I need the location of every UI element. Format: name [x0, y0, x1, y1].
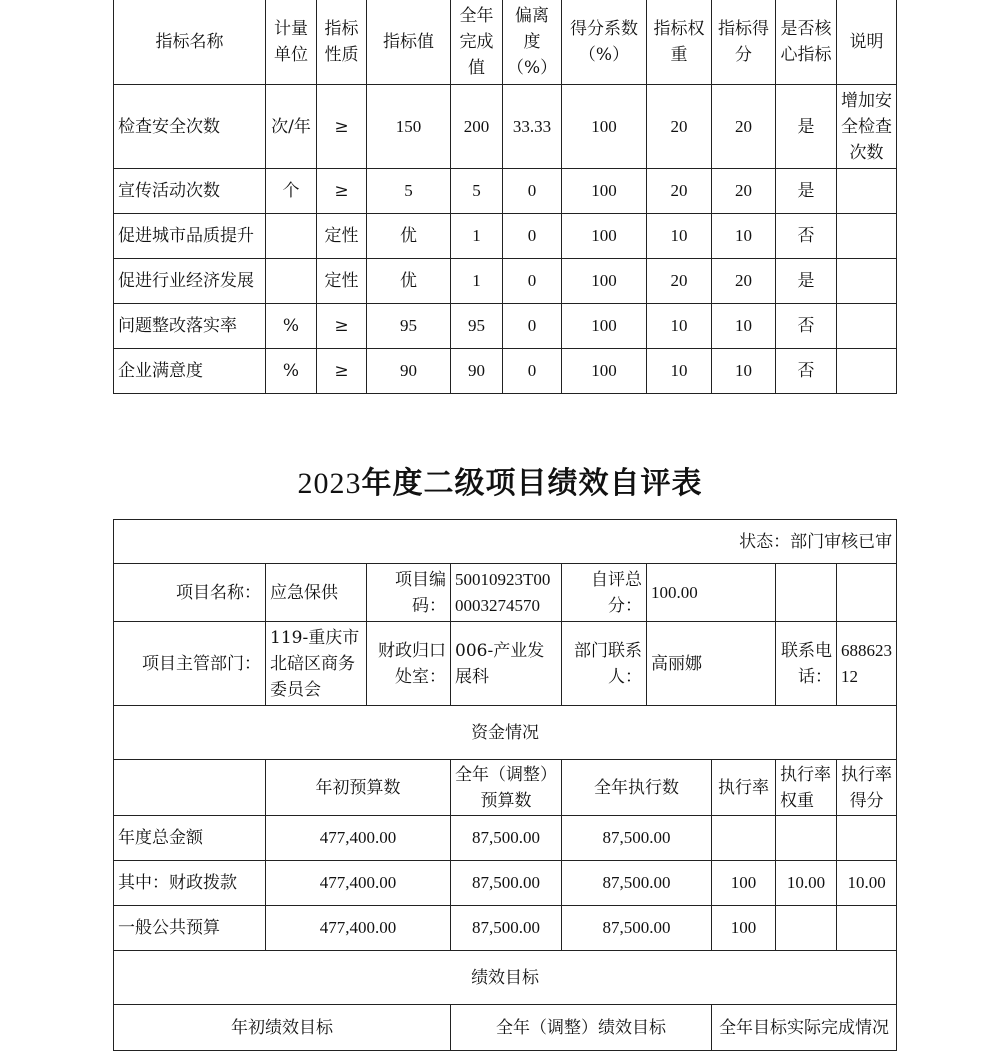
executed-amount: 87,500.00 — [562, 906, 712, 951]
header-cell: 指标权重 — [647, 0, 712, 85]
dept-row — [114, 622, 897, 706]
header-cell: 计量单位 — [266, 0, 317, 85]
unit — [266, 214, 317, 259]
indicator-name: 检查安全次数 — [114, 85, 266, 169]
perf-header: 绩效目标 — [114, 951, 897, 1005]
target-value: 95 — [367, 304, 451, 349]
score: 20 — [712, 169, 776, 214]
remark — [837, 214, 897, 259]
nature: 定性 — [317, 214, 367, 259]
page-title — [0, 458, 1000, 502]
is-core: 是 — [776, 169, 837, 214]
weight: 20 — [647, 85, 712, 169]
weight: 10 — [647, 304, 712, 349]
funds-columns-row — [114, 760, 897, 816]
table-row — [114, 349, 897, 394]
score-coef: 100 — [562, 214, 647, 259]
actual-value: 5 — [451, 169, 503, 214]
empty-cell — [776, 564, 837, 622]
is-core: 是 — [776, 85, 837, 169]
funds-col: 执行率权重 — [776, 760, 837, 816]
table-row — [114, 861, 897, 906]
funds-row-label: 年度总金额 — [114, 816, 266, 861]
phone-label: 联系电话： — [776, 622, 837, 706]
funds-col: 年初预算数 — [266, 760, 451, 816]
exec-score — [837, 816, 897, 861]
nature: ≥ — [317, 349, 367, 394]
evaluation-table — [113, 519, 897, 1051]
project-name-label: 项目名称： — [114, 564, 266, 622]
target-value: 150 — [367, 85, 451, 169]
nature: ≥ — [317, 169, 367, 214]
adjusted-budget: 87,500.00 — [451, 906, 562, 951]
funds-col: 全年执行数 — [562, 760, 712, 816]
exec-weight — [776, 906, 837, 951]
perf-header-row — [114, 951, 897, 1005]
is-core: 否 — [776, 349, 837, 394]
score: 20 — [712, 259, 776, 304]
self-score-label: 自评总分： — [562, 564, 647, 622]
is-core: 否 — [776, 304, 837, 349]
exec-score: 10.00 — [837, 861, 897, 906]
header-cell: 指标名称 — [114, 0, 266, 85]
target-value: 优 — [367, 214, 451, 259]
unit: % — [266, 304, 317, 349]
weight: 20 — [647, 259, 712, 304]
actual-value: 95 — [451, 304, 503, 349]
nature: 定性 — [317, 259, 367, 304]
unit: 次/年 — [266, 85, 317, 169]
title-text: 年度二级项目绩效自评表 — [361, 466, 703, 501]
header-cell: 指标值 — [367, 0, 451, 85]
indicator-table — [113, 0, 897, 394]
table-row — [114, 169, 897, 214]
target-value: 90 — [367, 349, 451, 394]
finance-value: 006-产业发展科 — [451, 622, 562, 706]
score: 10 — [712, 214, 776, 259]
score: 20 — [712, 85, 776, 169]
actual-value: 90 — [451, 349, 503, 394]
header-cell: 说明 — [837, 0, 897, 85]
exec-weight: 10.00 — [776, 861, 837, 906]
score: 10 — [712, 349, 776, 394]
empty-cell — [114, 760, 266, 816]
header-cell: 偏离度（%） — [503, 0, 562, 85]
deviation: 0 — [503, 304, 562, 349]
table-row — [114, 259, 897, 304]
initial-budget: 477,400.00 — [266, 816, 451, 861]
actual-value: 1 — [451, 214, 503, 259]
nature: ≥ — [317, 304, 367, 349]
dept-value: 119-重庆市北碚区商务委员会 — [266, 622, 367, 706]
exec-weight — [776, 816, 837, 861]
executed-amount: 87,500.00 — [562, 861, 712, 906]
header-cell: 全年完成值 — [451, 0, 503, 85]
funds-col: 执行率 — [712, 760, 776, 816]
funds-col: 全年（调整）预算数 — [451, 760, 562, 816]
adjusted-budget: 87,500.00 — [451, 861, 562, 906]
score-coef: 100 — [562, 85, 647, 169]
indicator-name: 促进城市品质提升 — [114, 214, 266, 259]
indicator-name: 宣传活动次数 — [114, 169, 266, 214]
weight: 10 — [647, 214, 712, 259]
is-core: 否 — [776, 214, 837, 259]
perf-col-actual: 全年目标实际完成情况 — [712, 1005, 897, 1051]
exec-rate: 100 — [712, 861, 776, 906]
score-coef: 100 — [562, 259, 647, 304]
actual-value: 200 — [451, 85, 503, 169]
exec-rate — [712, 816, 776, 861]
indicator-name: 促进行业经济发展 — [114, 259, 266, 304]
unit: 个 — [266, 169, 317, 214]
funds-header: 资金情况 — [114, 706, 897, 760]
deviation: 0 — [503, 259, 562, 304]
funds-col: 执行率得分 — [837, 760, 897, 816]
initial-budget: 477,400.00 — [266, 861, 451, 906]
project-name: 应急保供 — [266, 564, 367, 622]
remark — [837, 349, 897, 394]
executed-amount: 87,500.00 — [562, 816, 712, 861]
header-cell: 是否核心指标 — [776, 0, 837, 85]
funds-row-label: 一般公共预算 — [114, 906, 266, 951]
header-cell: 指标性质 — [317, 0, 367, 85]
self-score: 100.00 — [647, 564, 776, 622]
header-cell: 得分系数（%） — [562, 0, 647, 85]
deviation: 0 — [503, 169, 562, 214]
initial-budget: 477,400.00 — [266, 906, 451, 951]
nature: ≥ — [317, 85, 367, 169]
empty-cell — [837, 564, 897, 622]
score: 10 — [712, 304, 776, 349]
remark — [837, 169, 897, 214]
score-coef: 100 — [562, 304, 647, 349]
dept-label: 项目主管部门： — [114, 622, 266, 706]
score-coef: 100 — [562, 169, 647, 214]
weight: 10 — [647, 349, 712, 394]
table-row — [114, 816, 897, 861]
actual-value: 1 — [451, 259, 503, 304]
adjusted-budget: 87,500.00 — [451, 816, 562, 861]
remark — [837, 304, 897, 349]
unit: % — [266, 349, 317, 394]
table-row — [114, 906, 897, 951]
funds-row-label: 其中：财政拨款 — [114, 861, 266, 906]
status-row — [114, 520, 897, 564]
remark: 增加安全检查次数 — [837, 85, 897, 169]
perf-col-initial: 年初绩效目标 — [114, 1005, 451, 1051]
score-coef: 100 — [562, 349, 647, 394]
deviation: 0 — [503, 214, 562, 259]
remark — [837, 259, 897, 304]
target-value: 5 — [367, 169, 451, 214]
indicator-name: 企业满意度 — [114, 349, 266, 394]
finance-label: 财政归口处室： — [367, 622, 451, 706]
table-row — [114, 214, 897, 259]
title-year: 2023 — [297, 467, 362, 500]
indicator-name: 问题整改落实率 — [114, 304, 266, 349]
contact-value: 高丽娜 — [647, 622, 776, 706]
phone-value: 68862312 — [837, 622, 897, 706]
perf-col-adjusted: 全年（调整）绩效目标 — [451, 1005, 712, 1051]
weight: 20 — [647, 169, 712, 214]
exec-rate: 100 — [712, 906, 776, 951]
project-code-label: 项目编码： — [367, 564, 451, 622]
exec-score — [837, 906, 897, 951]
indicator-header-row — [114, 0, 897, 85]
table-row — [114, 85, 897, 169]
table-row — [114, 304, 897, 349]
deviation: 33.33 — [503, 85, 562, 169]
project-code: 50010923T000003274570 — [451, 564, 562, 622]
unit — [266, 259, 317, 304]
perf-columns-row — [114, 1005, 897, 1051]
is-core: 是 — [776, 259, 837, 304]
funds-header-row — [114, 706, 897, 760]
contact-label: 部门联系人： — [562, 622, 647, 706]
project-row — [114, 564, 897, 622]
deviation: 0 — [503, 349, 562, 394]
target-value: 优 — [367, 259, 451, 304]
header-cell: 指标得分 — [712, 0, 776, 85]
status-text: 状态：部门审核已审 — [114, 520, 897, 564]
